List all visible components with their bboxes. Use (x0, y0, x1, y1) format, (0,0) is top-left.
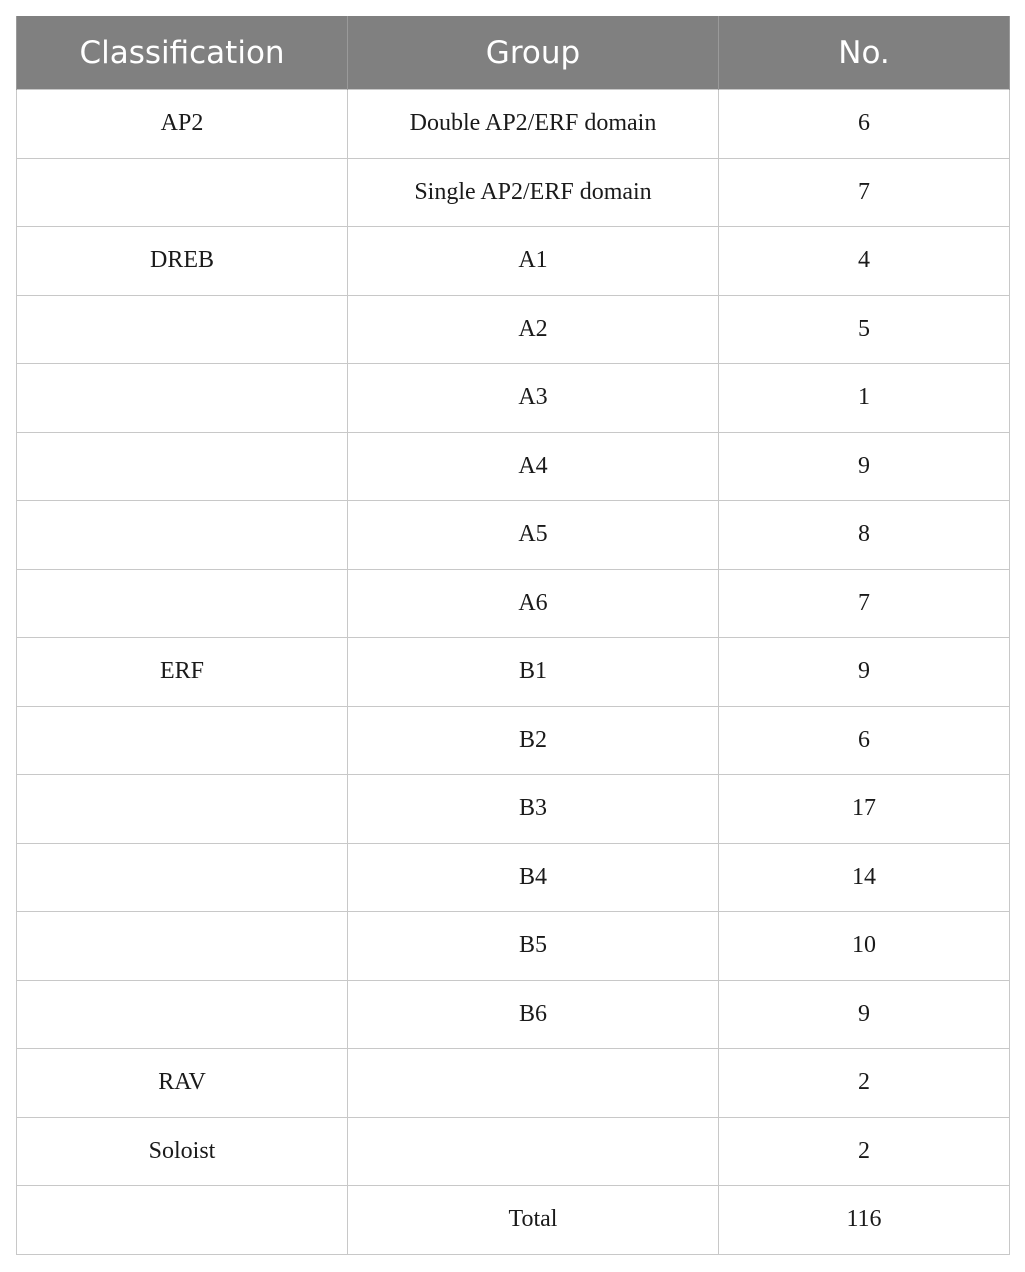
cell-count: 5 (719, 295, 1010, 364)
table-row (17, 158, 1010, 227)
cell-count: 9 (719, 638, 1010, 707)
cell-count: 9 (719, 980, 1010, 1049)
cell-count: 9 (719, 432, 1010, 501)
table-row (17, 843, 1010, 912)
table-row (17, 912, 1010, 981)
cell-group: B5 (348, 912, 719, 981)
cell-group: B3 (348, 775, 719, 844)
cell-count: 6 (719, 706, 1010, 775)
cell-classification (17, 1186, 348, 1255)
header-group: Group (348, 16, 719, 90)
cell-classification: DREB (17, 227, 348, 296)
cell-group: Double AP2/ERF domain (348, 90, 719, 159)
cell-group: B2 (348, 706, 719, 775)
cell-count: 7 (719, 158, 1010, 227)
cell-group: A4 (348, 432, 719, 501)
cell-classification (17, 706, 348, 775)
header-classification: Classification (17, 16, 348, 90)
table-row (17, 227, 1010, 296)
cell-count: 1 (719, 364, 1010, 433)
total-row (17, 1186, 1010, 1255)
table-row (17, 501, 1010, 570)
cell-count: 2 (719, 1117, 1010, 1186)
table-row (17, 706, 1010, 775)
total-label: Total (348, 1186, 719, 1255)
cell-group: A6 (348, 569, 719, 638)
cell-group: B6 (348, 980, 719, 1049)
cell-group: A1 (348, 227, 719, 296)
table-row (17, 638, 1010, 707)
cell-group (348, 1117, 719, 1186)
cell-group (348, 1049, 719, 1118)
cell-classification: AP2 (17, 90, 348, 159)
cell-classification (17, 501, 348, 570)
cell-count: 10 (719, 912, 1010, 981)
cell-group: A3 (348, 364, 719, 433)
table-row (17, 980, 1010, 1049)
cell-classification (17, 843, 348, 912)
cell-classification (17, 912, 348, 981)
classification-table (16, 16, 1010, 1255)
cell-classification: Soloist (17, 1117, 348, 1186)
cell-group: A5 (348, 501, 719, 570)
table-row (17, 90, 1010, 159)
cell-count: 2 (719, 1049, 1010, 1118)
table-row (17, 775, 1010, 844)
table-row (17, 364, 1010, 433)
cell-count: 7 (719, 569, 1010, 638)
header-row (17, 16, 1010, 90)
cell-group: B1 (348, 638, 719, 707)
table-row (17, 432, 1010, 501)
cell-count: 8 (719, 501, 1010, 570)
table-row (17, 295, 1010, 364)
cell-classification: ERF (17, 638, 348, 707)
cell-count: 6 (719, 90, 1010, 159)
cell-count: 4 (719, 227, 1010, 296)
cell-classification: RAV (17, 1049, 348, 1118)
table-container (16, 16, 1009, 1255)
cell-classification (17, 980, 348, 1049)
table-row (17, 1117, 1010, 1186)
cell-classification (17, 432, 348, 501)
cell-group: A2 (348, 295, 719, 364)
header-no: No. (719, 16, 1010, 90)
cell-classification (17, 295, 348, 364)
cell-group: B4 (348, 843, 719, 912)
cell-group: Single AP2/ERF domain (348, 158, 719, 227)
cell-classification (17, 158, 348, 227)
table-row (17, 1049, 1010, 1118)
cell-classification (17, 569, 348, 638)
total-count: 116 (719, 1186, 1010, 1255)
cell-classification (17, 775, 348, 844)
cell-count: 17 (719, 775, 1010, 844)
table-row (17, 569, 1010, 638)
cell-classification (17, 364, 348, 433)
cell-count: 14 (719, 843, 1010, 912)
